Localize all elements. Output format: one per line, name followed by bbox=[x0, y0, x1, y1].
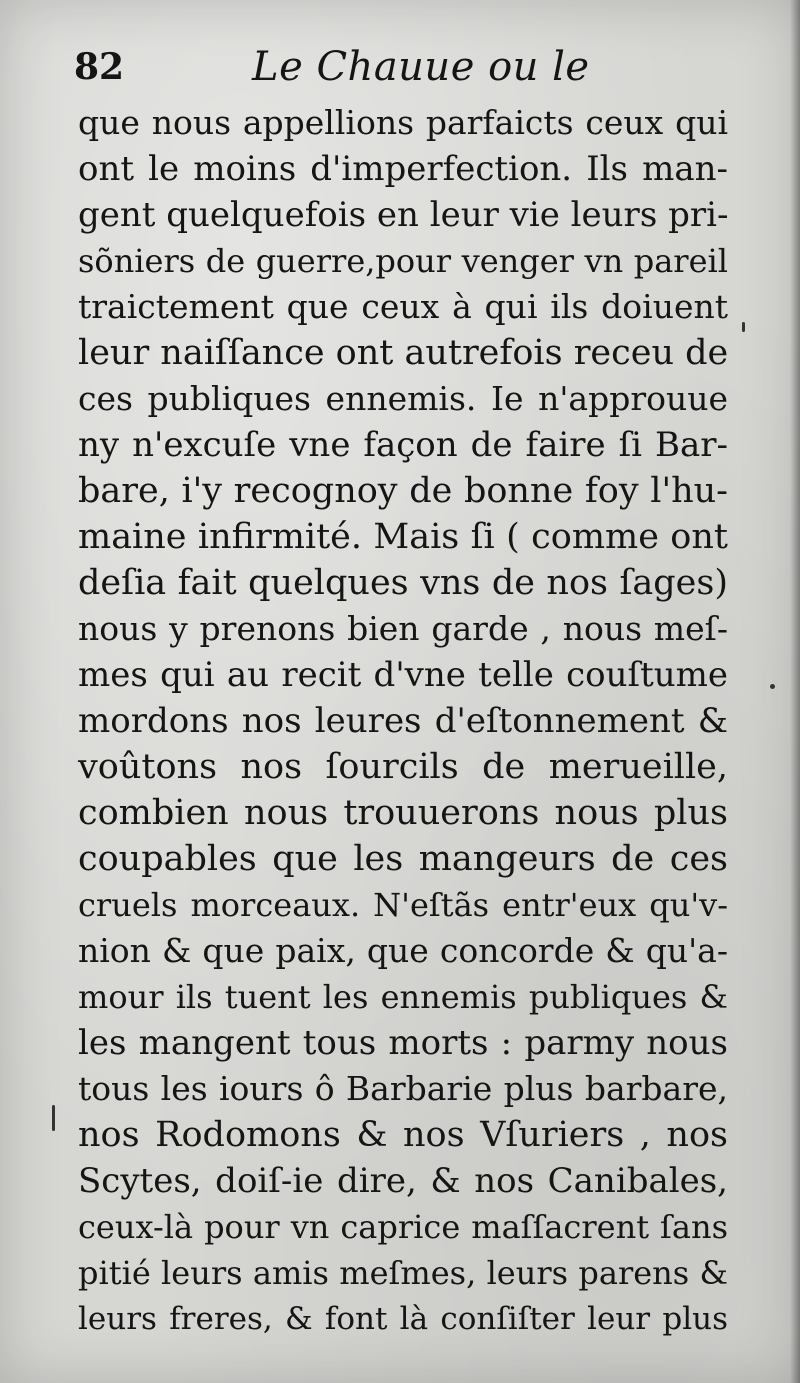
text-line: les mangent tous morts : parmy nous bbox=[78, 1023, 728, 1063]
page-edge-shadow bbox=[790, 0, 800, 1383]
running-head: Le Chauue ou le bbox=[252, 44, 590, 90]
body-text bbox=[78, 100, 728, 1342]
text-line: pitié leurs amis meſmes, leurs parens & bbox=[78, 1254, 728, 1292]
text-line: sõniers de guerre,pour venger vn pareil bbox=[78, 242, 728, 280]
text-line: voûtons nos ſourcils de merueille, bbox=[78, 747, 728, 787]
text-line: ceux-là pour vn caprice maſſacrent ſans bbox=[78, 1208, 728, 1246]
text-line: cruels morceaux. N'eſtãs entr'eux qu'v- bbox=[78, 886, 728, 924]
text-line: combien nous trouuerons nous plus bbox=[78, 793, 728, 833]
text-line: ces publiques ennemis. Ie n'approuue bbox=[78, 379, 728, 418]
text-line: ont le moins d'imperfection. Ils man- bbox=[78, 149, 728, 189]
text-line: coupables que les mangeurs de ces bbox=[78, 839, 728, 879]
text-line: leurs freres, & font là conſiſter leur plus bbox=[78, 1301, 728, 1337]
text-line: mordons nos leures d'eſtonnement & bbox=[78, 701, 728, 741]
text-line: ny n'excuſe vne façon de faire ſi Bar- bbox=[78, 425, 728, 465]
margin-mark bbox=[770, 684, 775, 689]
margin-mark bbox=[52, 1105, 55, 1131]
text-line: maine infirmité. Mais ſi ( comme ont bbox=[78, 517, 728, 557]
text-line: leur naiſſance ont autrefois receu de bbox=[78, 333, 729, 373]
text-line: bare, i'y recognoy de bonne foy l'hu- bbox=[78, 471, 728, 511]
text-line: Scytes, doiſ-ie dire, & nos Canibales, bbox=[78, 1161, 728, 1201]
text-line: tous les iours ô Barbarie plus barbare, bbox=[78, 1069, 728, 1108]
text-line: nos Rodomons & nos Vſuriers , nos bbox=[78, 1115, 728, 1155]
margin-mark bbox=[742, 322, 745, 332]
text-line: mes qui au recit d'vne telle couſtume bbox=[78, 655, 728, 695]
text-line: nous y prenons bien garde , nous meſ- bbox=[78, 609, 728, 648]
text-line: nion & que paix, que concorde & qu'a- bbox=[78, 931, 728, 970]
text-line: mour ils tuent les ennemis publiques & bbox=[78, 978, 728, 1016]
text-line: gent quelquefois en leur vie leurs pri- bbox=[78, 195, 729, 235]
text-line: traictement que ceux à qui ils doiuent bbox=[78, 287, 728, 326]
page-number: 82 bbox=[74, 46, 125, 88]
text-line: que nous appellions parfaicts ceux qui bbox=[78, 103, 728, 142]
page-header bbox=[70, 40, 730, 100]
text-line: deſia fait quelques vns de nos ſages) bbox=[78, 563, 728, 603]
